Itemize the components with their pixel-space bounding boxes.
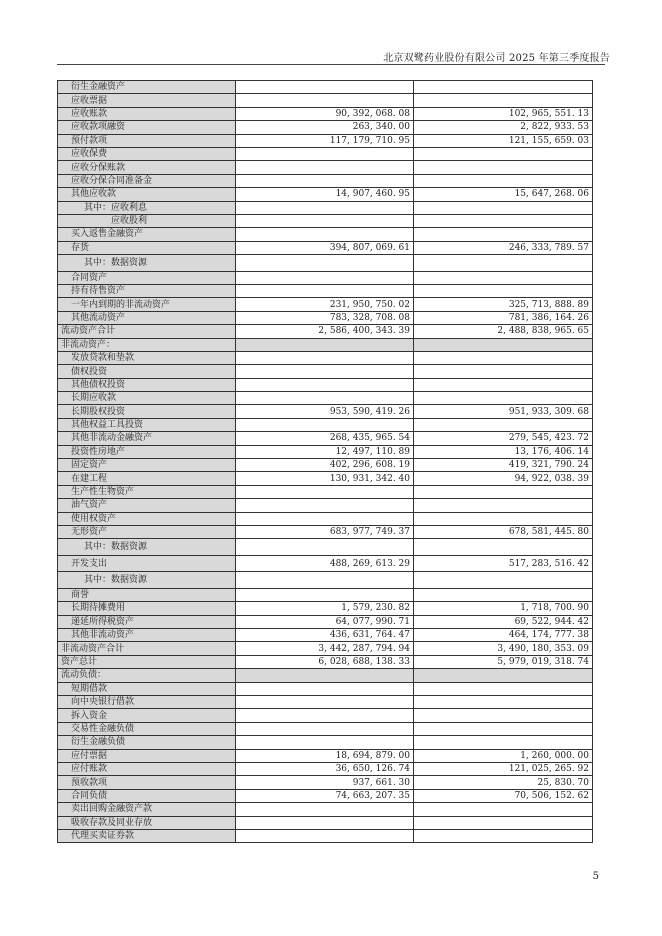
current-period-value bbox=[236, 94, 414, 107]
table-row bbox=[58, 803, 593, 816]
row-label: 在建工程 bbox=[58, 472, 236, 485]
current-period-value bbox=[236, 255, 414, 272]
prior-period-value: 1, 260, 000. 00 bbox=[414, 749, 593, 762]
prior-period-value bbox=[414, 392, 593, 405]
prior-period-value: 121, 155, 659. 03 bbox=[414, 134, 593, 147]
current-period-value bbox=[236, 201, 414, 214]
current-period-value: 6, 028, 688, 138. 33 bbox=[236, 655, 414, 668]
current-period-value bbox=[236, 271, 414, 284]
prior-period-value bbox=[414, 485, 593, 498]
current-period-value: 90, 392, 068. 08 bbox=[236, 107, 414, 120]
prior-period-value bbox=[414, 572, 593, 589]
current-period-value bbox=[236, 803, 414, 816]
current-period-value: 402, 296, 608. 19 bbox=[236, 459, 414, 472]
current-period-value: 436, 631, 764. 47 bbox=[236, 629, 414, 642]
table-row bbox=[58, 669, 593, 682]
table-row bbox=[58, 572, 593, 589]
table-row bbox=[58, 776, 593, 789]
current-period-value bbox=[236, 351, 414, 364]
prior-period-value bbox=[414, 669, 593, 682]
balance-sheet-body bbox=[58, 81, 593, 843]
table-row bbox=[58, 696, 593, 709]
table-row bbox=[58, 555, 593, 572]
current-period-value: 488, 269, 613. 29 bbox=[236, 555, 414, 572]
prior-period-value: 13, 176, 406. 14 bbox=[414, 445, 593, 458]
prior-period-value: 279, 545, 423. 72 bbox=[414, 432, 593, 445]
prior-period-value: 951, 933, 309. 68 bbox=[414, 405, 593, 418]
table-row bbox=[58, 107, 593, 120]
row-label: 长期待摊费用 bbox=[58, 602, 236, 615]
prior-period-value: 2, 822, 933. 53 bbox=[414, 121, 593, 134]
table-row bbox=[58, 147, 593, 160]
current-period-value bbox=[236, 365, 414, 378]
row-label: 债权投资 bbox=[58, 365, 236, 378]
table-row bbox=[58, 214, 593, 227]
current-period-value bbox=[236, 378, 414, 391]
table-row bbox=[58, 365, 593, 378]
current-period-value: 64, 077, 990. 71 bbox=[236, 615, 414, 628]
table-row bbox=[58, 271, 593, 284]
prior-period-value bbox=[414, 829, 593, 842]
row-label: 商誉 bbox=[58, 588, 236, 601]
table-row bbox=[58, 485, 593, 498]
prior-period-value bbox=[414, 378, 593, 391]
current-period-value: 3, 442, 287, 794. 94 bbox=[236, 642, 414, 655]
row-label: 其他非流动金融资产 bbox=[58, 432, 236, 445]
current-period-value: 117, 179, 710. 95 bbox=[236, 134, 414, 147]
prior-period-value bbox=[414, 271, 593, 284]
prior-period-value bbox=[414, 147, 593, 160]
current-period-value: 12, 497, 110. 89 bbox=[236, 445, 414, 458]
row-label: 开发支出 bbox=[58, 555, 236, 572]
current-period-value: 18, 694, 879. 00 bbox=[236, 749, 414, 762]
table-row bbox=[58, 378, 593, 391]
prior-period-value bbox=[414, 736, 593, 749]
row-label: 其他权益工具投资 bbox=[58, 418, 236, 431]
row-label: 其他债权投资 bbox=[58, 378, 236, 391]
row-label: 其他非流动资产 bbox=[58, 629, 236, 642]
row-label: 长期应收款 bbox=[58, 392, 236, 405]
prior-period-value bbox=[414, 94, 593, 107]
prior-period-value bbox=[414, 255, 593, 272]
prior-period-value: 102, 965, 551. 13 bbox=[414, 107, 593, 120]
prior-period-value bbox=[414, 81, 593, 94]
row-label: 投资性房地产 bbox=[58, 445, 236, 458]
row-label: 合同资产 bbox=[58, 271, 236, 284]
row-label: 生产性生物资产 bbox=[58, 485, 236, 498]
prior-period-value bbox=[414, 722, 593, 735]
row-label: 应收分保合同准备金 bbox=[58, 174, 236, 187]
row-label: 其中：应收利息 bbox=[58, 201, 236, 214]
table-row bbox=[58, 201, 593, 214]
current-period-value bbox=[236, 829, 414, 842]
current-period-value bbox=[236, 161, 414, 174]
current-period-value: 14, 907, 460. 95 bbox=[236, 188, 414, 201]
balance-sheet-table bbox=[57, 80, 593, 843]
current-period-value: 937, 661. 30 bbox=[236, 776, 414, 789]
row-label: 其他流动资产 bbox=[58, 311, 236, 324]
row-label: 流动负债： bbox=[58, 669, 236, 682]
table-row bbox=[58, 588, 593, 601]
row-label: 代理买卖证券款 bbox=[58, 829, 236, 842]
prior-period-value bbox=[414, 803, 593, 816]
row-label: 衍生金融资产 bbox=[58, 81, 236, 94]
row-label: 吸收存款及同业存放 bbox=[58, 816, 236, 829]
prior-period-value bbox=[414, 512, 593, 525]
prior-period-value: 5, 979, 019, 318. 74 bbox=[414, 655, 593, 668]
table-row bbox=[58, 539, 593, 556]
table-row bbox=[58, 762, 593, 775]
current-period-value: 953, 590, 419. 26 bbox=[236, 405, 414, 418]
table-row bbox=[58, 241, 593, 254]
prior-period-value bbox=[414, 682, 593, 695]
prior-period-value: 2, 488, 838, 965. 65 bbox=[414, 325, 593, 338]
table-row bbox=[58, 736, 593, 749]
row-label: 向中央银行借款 bbox=[58, 696, 236, 709]
row-label: 拆入资金 bbox=[58, 709, 236, 722]
current-period-value bbox=[236, 722, 414, 735]
row-label: 应收分保账款 bbox=[58, 161, 236, 174]
prior-period-value bbox=[414, 338, 593, 351]
table-row bbox=[58, 682, 593, 695]
table-row bbox=[58, 298, 593, 311]
row-label: 非流动资产： bbox=[58, 338, 236, 351]
row-label: 短期借款 bbox=[58, 682, 236, 695]
prior-period-value: 121, 025, 265. 92 bbox=[414, 762, 593, 775]
table-row bbox=[58, 405, 593, 418]
prior-period-value bbox=[414, 351, 593, 364]
prior-period-value bbox=[414, 365, 593, 378]
row-label: 持有待售资产 bbox=[58, 284, 236, 297]
table-row bbox=[58, 459, 593, 472]
table-row bbox=[58, 418, 593, 431]
prior-period-value bbox=[414, 228, 593, 241]
current-period-value bbox=[236, 147, 414, 160]
prior-period-value: 94, 922, 038. 39 bbox=[414, 472, 593, 485]
table-row bbox=[58, 94, 593, 107]
prior-period-value: 464, 174, 777. 38 bbox=[414, 629, 593, 642]
table-row bbox=[58, 629, 593, 642]
table-row bbox=[58, 134, 593, 147]
table-row bbox=[58, 445, 593, 458]
table-row bbox=[58, 284, 593, 297]
report-header-title: 北京双鹭药业股份有限公司 2025 年第三季度报告 bbox=[383, 53, 610, 64]
current-period-value bbox=[236, 539, 414, 556]
prior-period-value: 25, 830. 70 bbox=[414, 776, 593, 789]
row-label: 油气资产 bbox=[58, 499, 236, 512]
row-label: 应付账款 bbox=[58, 762, 236, 775]
row-label: 预付款项 bbox=[58, 134, 236, 147]
current-period-value: 783, 328, 708. 08 bbox=[236, 311, 414, 324]
row-label: 应收款项融资 bbox=[58, 121, 236, 134]
row-label: 应收账款 bbox=[58, 107, 236, 120]
row-label: 非流动资产合计 bbox=[58, 642, 236, 655]
row-label: 其他应收款 bbox=[58, 188, 236, 201]
current-period-value bbox=[236, 572, 414, 589]
table-row bbox=[58, 392, 593, 405]
current-period-value bbox=[236, 284, 414, 297]
current-period-value bbox=[236, 485, 414, 498]
row-label: 应付票据 bbox=[58, 749, 236, 762]
row-label: 卖出回购金融资产款 bbox=[58, 803, 236, 816]
row-label: 资产总计 bbox=[58, 655, 236, 668]
current-period-value bbox=[236, 736, 414, 749]
row-label: 交易性金融负债 bbox=[58, 722, 236, 735]
row-label: 衍生金融负债 bbox=[58, 736, 236, 749]
prior-period-value bbox=[414, 816, 593, 829]
prior-period-value: 70, 506, 152. 62 bbox=[414, 789, 593, 802]
current-period-value bbox=[236, 418, 414, 431]
prior-period-value bbox=[414, 499, 593, 512]
table-row bbox=[58, 228, 593, 241]
table-row bbox=[58, 789, 593, 802]
current-period-value bbox=[236, 392, 414, 405]
row-label: 应收票据 bbox=[58, 94, 236, 107]
prior-period-value: 781, 386, 164. 26 bbox=[414, 311, 593, 324]
row-label: 长期股权投资 bbox=[58, 405, 236, 418]
current-period-value bbox=[236, 174, 414, 187]
table-row bbox=[58, 512, 593, 525]
table-row bbox=[58, 121, 593, 134]
prior-period-value bbox=[414, 284, 593, 297]
row-label: 预收款项 bbox=[58, 776, 236, 789]
prior-period-value: 517, 283, 516. 42 bbox=[414, 555, 593, 572]
current-period-value: 36, 650, 126. 74 bbox=[236, 762, 414, 775]
table-row bbox=[58, 432, 593, 445]
table-row bbox=[58, 749, 593, 762]
row-label: 其中：数据资源 bbox=[58, 572, 236, 589]
table-row bbox=[58, 655, 593, 668]
table-row bbox=[58, 642, 593, 655]
table-row bbox=[58, 829, 593, 842]
prior-period-value bbox=[414, 161, 593, 174]
prior-period-value bbox=[414, 709, 593, 722]
prior-period-value: 15, 647, 268. 06 bbox=[414, 188, 593, 201]
row-label: 买入返售金融资产 bbox=[58, 228, 236, 241]
prior-period-value bbox=[414, 214, 593, 227]
current-period-value bbox=[236, 588, 414, 601]
prior-period-value bbox=[414, 696, 593, 709]
current-period-value: 268, 435, 965. 54 bbox=[236, 432, 414, 445]
current-period-value bbox=[236, 338, 414, 351]
table-row bbox=[58, 602, 593, 615]
current-period-value: 74, 663, 207. 35 bbox=[236, 789, 414, 802]
row-label: 应收股利 bbox=[58, 214, 236, 227]
table-row bbox=[58, 311, 593, 324]
table-row bbox=[58, 499, 593, 512]
prior-period-value bbox=[414, 174, 593, 187]
table-row bbox=[58, 255, 593, 272]
current-period-value bbox=[236, 682, 414, 695]
current-period-value: 2, 586, 400, 343. 39 bbox=[236, 325, 414, 338]
prior-period-value: 3, 490, 180, 353. 09 bbox=[414, 642, 593, 655]
row-label: 应收保费 bbox=[58, 147, 236, 160]
table-row bbox=[58, 816, 593, 829]
current-period-value: 130, 931, 342. 40 bbox=[236, 472, 414, 485]
prior-period-value: 246, 333, 789. 57 bbox=[414, 241, 593, 254]
current-period-value: 263, 340. 00 bbox=[236, 121, 414, 134]
table-row bbox=[58, 472, 593, 485]
current-period-value bbox=[236, 214, 414, 227]
table-row bbox=[58, 325, 593, 338]
prior-period-value: 325, 713, 888. 89 bbox=[414, 298, 593, 311]
current-period-value: 231, 950, 750. 02 bbox=[236, 298, 414, 311]
prior-period-value: 1, 718, 700. 90 bbox=[414, 602, 593, 615]
prior-period-value bbox=[414, 418, 593, 431]
table-row bbox=[58, 615, 593, 628]
current-period-value bbox=[236, 81, 414, 94]
header-divider bbox=[57, 64, 605, 65]
table-row bbox=[58, 338, 593, 351]
prior-period-value bbox=[414, 201, 593, 214]
prior-period-value: 678, 581, 445. 80 bbox=[414, 526, 593, 539]
row-label: 固定资产 bbox=[58, 459, 236, 472]
current-period-value bbox=[236, 499, 414, 512]
row-label: 存货 bbox=[58, 241, 236, 254]
table-row bbox=[58, 526, 593, 539]
current-period-value bbox=[236, 228, 414, 241]
prior-period-value: 419, 321, 790. 24 bbox=[414, 459, 593, 472]
table-row bbox=[58, 722, 593, 735]
row-label: 其中：数据资源 bbox=[58, 255, 236, 272]
prior-period-value bbox=[414, 588, 593, 601]
table-row bbox=[58, 161, 593, 174]
row-label: 合同负债 bbox=[58, 789, 236, 802]
table-row bbox=[58, 81, 593, 94]
row-label: 递延所得税资产 bbox=[58, 615, 236, 628]
table-row bbox=[58, 188, 593, 201]
row-label: 一年内到期的非流动资产 bbox=[58, 298, 236, 311]
row-label: 其中：数据资源 bbox=[58, 539, 236, 556]
table-row bbox=[58, 351, 593, 364]
row-label: 无形资产 bbox=[58, 526, 236, 539]
row-label: 使用权资产 bbox=[58, 512, 236, 525]
current-period-value bbox=[236, 709, 414, 722]
current-period-value: 394, 807, 069. 61 bbox=[236, 241, 414, 254]
current-period-value: 683, 977, 749. 37 bbox=[236, 526, 414, 539]
table-row bbox=[58, 709, 593, 722]
prior-period-value: 69, 522, 944. 42 bbox=[414, 615, 593, 628]
row-label: 流动资产合计 bbox=[58, 325, 236, 338]
current-period-value bbox=[236, 512, 414, 525]
current-period-value bbox=[236, 816, 414, 829]
row-label: 发放贷款和垫款 bbox=[58, 351, 236, 364]
table-row bbox=[58, 174, 593, 187]
page-number: 5 bbox=[592, 871, 599, 882]
current-period-value bbox=[236, 669, 414, 682]
current-period-value: 1, 579, 230. 82 bbox=[236, 602, 414, 615]
prior-period-value bbox=[414, 539, 593, 556]
current-period-value bbox=[236, 696, 414, 709]
